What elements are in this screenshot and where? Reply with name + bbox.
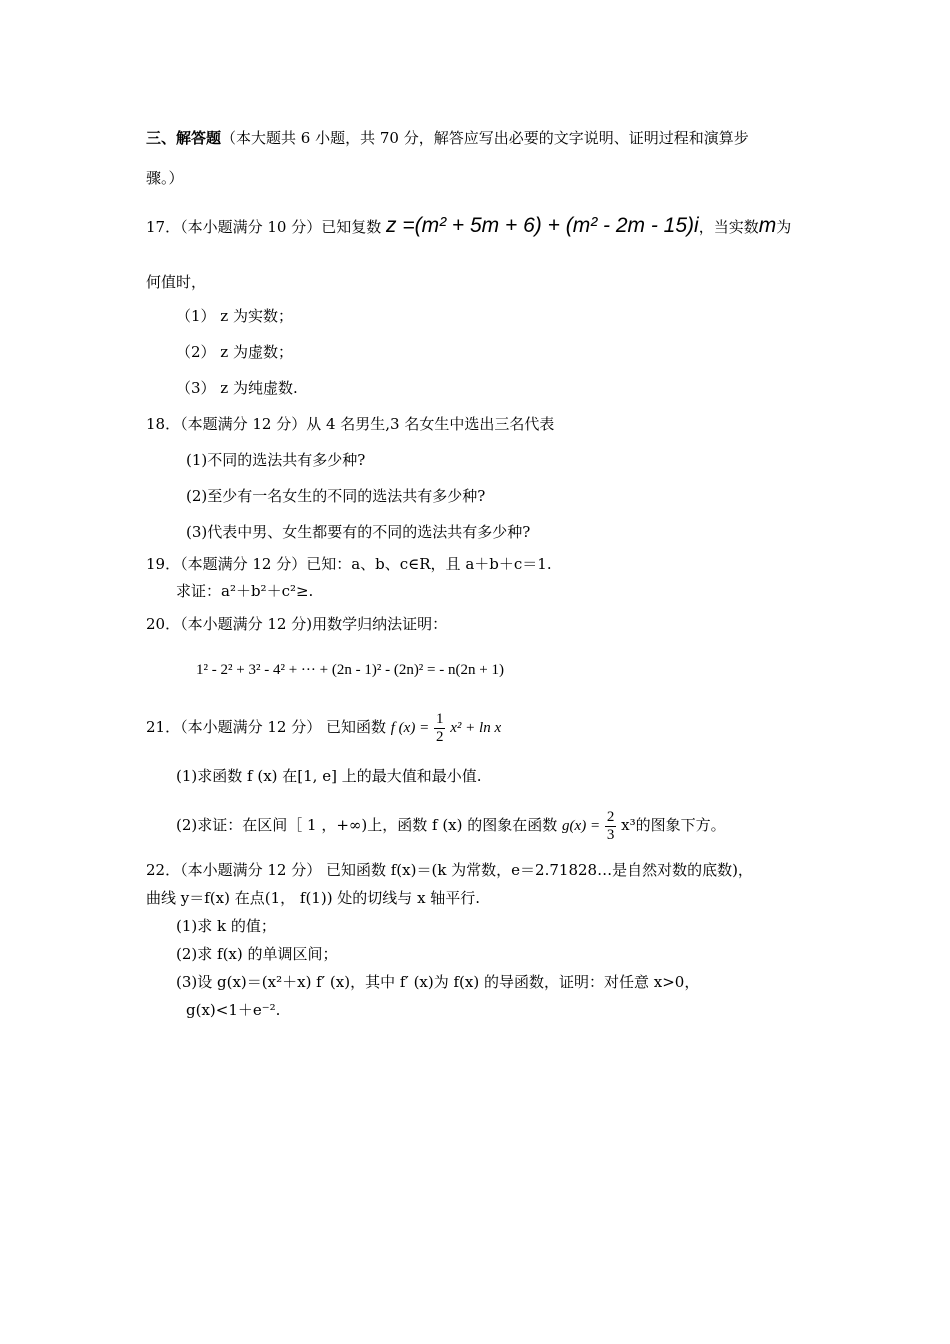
q22-stem: 22．（本小题满分 12 分） 已知函数 f(x)＝(k 为常数，e＝2.71828…是自然对数的底数)， [146,861,753,879]
q21-lead: 21．（本小题满分 12 分） 已知函数 [146,718,391,736]
q21-frac-num: 1 [435,710,444,727]
q17-item-1: （1） z 为实数； [176,307,293,325]
q17-after: ，当实数 [698,218,759,236]
section-note-cont: 骤。） [146,169,184,187]
q17-stem [146,212,791,241]
q17-item-3: （3） z 为纯虚数. [176,379,298,397]
q17-formula: z =(m² + 5m + 6) + (m² - 2m - 15)i [385,214,699,237]
q22-part-3-cont: g(x)<1＋e⁻². [186,1001,281,1019]
q22-part-1: (1)求 k 的值； [176,917,276,935]
q22-part-3: (3)设 g(x)＝(x²＋x) f′ (x)，其中 f′ (x)为 f(x) 的导函数，证明：对任意 x>0， [176,973,700,991]
q21-func-left: f (x) = [390,720,430,736]
q22-line2: 曲线 y＝f(x) 在点(1， f(1)) 处的切线与 x 轴平行. [146,889,481,907]
section-heading-line [146,128,749,148]
q17-tail: 为 [776,218,792,236]
q21-p2-num: 2 [606,808,615,825]
q21-part-2 [176,802,726,849]
q17-item-2: （2） z 为虚数； [176,343,293,361]
q21-part-1: (1)求函数 f (x) 在[1, e] 上的最大值和最小值. [176,767,482,785]
q21-p2-tail: x³的图象下方。 [621,816,726,834]
q18-item-1: (1)不同的选法共有多少种? [186,451,366,469]
q22-part-2: (2)求 f(x) 的单调区间； [176,945,338,963]
q21-frac-den: 2 [435,728,444,745]
q21-p2-den: 3 [606,826,615,843]
section-note: （本大题共 6 小题，共 70 分，解答应写出必要的文字说明、证明过程和演算步 [221,129,749,147]
q19-stem: 19．（本题满分 12 分）已知：a、b、c∈R，且 a＋b＋c＝1. [146,555,552,573]
q17-line2: 何值时， [146,273,207,291]
q21-p2-text: (2)求证：在区间［ 1 ，+∞)上，函数 f (x) 的图象在函数 [176,816,563,834]
q20-formula: 1² - 2² + 3² - 4² + ··· + (2n - 1)² - (2n)² = - n(2n + 1) [196,662,504,678]
q18-item-3: (3)代表中男、女生都要有的不同的选法共有多少种? [186,523,531,541]
section-heading: 三、解答题 [146,129,222,147]
q21-stem [146,704,501,751]
q18-item-2: (2)至少有一名女生的不同的选法共有多少种? [186,487,486,505]
q17-var-m: m [758,214,777,237]
q21-p2-g: g(x) = [562,818,601,834]
q19-claim: 求证：a²＋b²＋c²≥. [176,582,314,600]
q18-stem: 18．（本题满分 12 分）从 4 名男生,3 名女生中选出三名代表 [146,415,555,433]
q17-lead: 17．（本小题满分 10 分）已知复数 [146,218,386,236]
q21-func-right: x² + ln x [450,720,502,736]
q21-fraction [434,711,446,746]
q21-p2-fraction [605,809,617,844]
q20-stem: 20．（本小题满分 12 分)用数学归纳法证明： [146,615,448,633]
